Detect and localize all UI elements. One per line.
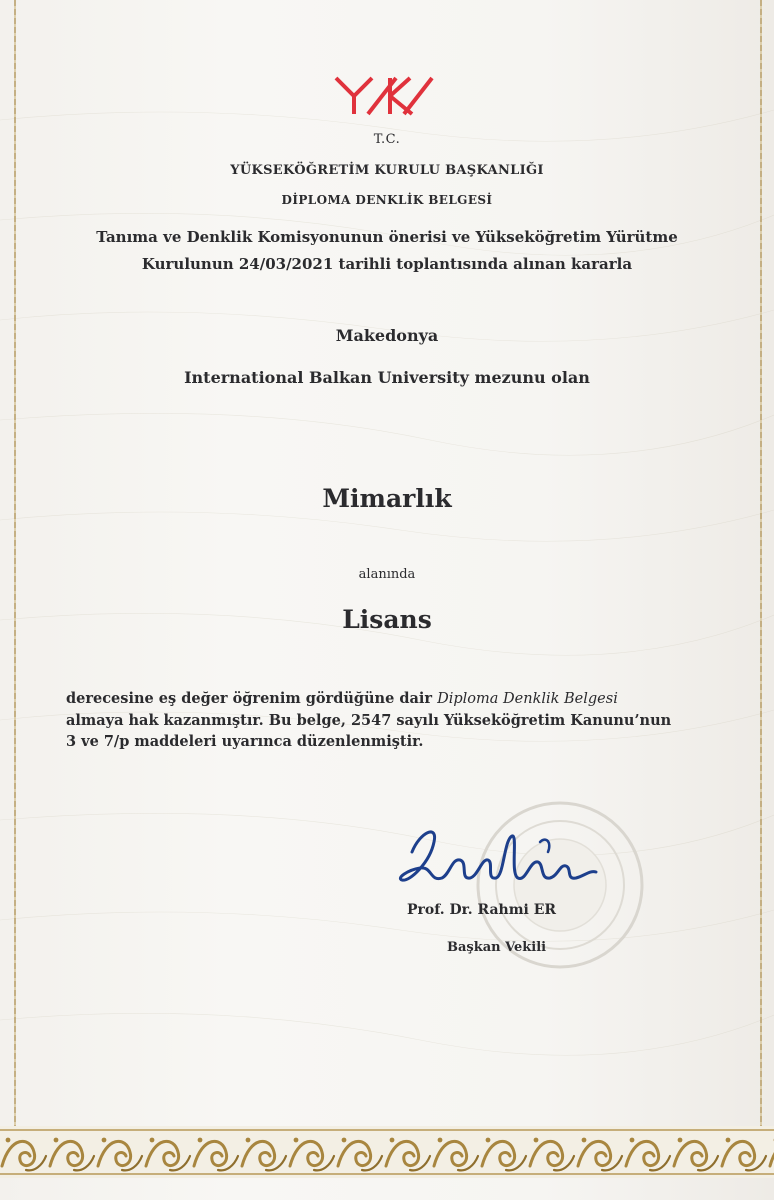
field-name: Mimarlık bbox=[322, 484, 452, 513]
signatory-name: Prof. Dr. Rahmi ER bbox=[407, 902, 557, 918]
institution-heading: YÜKSEKÖĞRETİM KURULU BAŞKANLIĞI bbox=[230, 163, 544, 178]
bottom-ornament-border bbox=[0, 1126, 774, 1178]
intro-line-2: Kurulunun 24/03/2021 tarihli toplantısında alınan kararla bbox=[141, 255, 633, 273]
graduate-university: International Balkan University mezunu olan bbox=[184, 368, 590, 387]
degree-name: Lisans bbox=[342, 605, 432, 634]
intro-line-1: Tanıma ve Denklik Komisyonunun önerisi ve Yükseköğretim Yürütme bbox=[96, 228, 678, 246]
country-heading: T.C. bbox=[373, 132, 401, 147]
certificate-statement bbox=[66, 688, 726, 752]
document-title: DİPLOMA DENKLİK BELGESİ bbox=[281, 193, 493, 207]
statement-document-name: Diploma Denklik Belgesi bbox=[437, 691, 618, 707]
field-suffix: alanında bbox=[358, 567, 416, 582]
statement-line-3: 3 ve 7/p maddeleri uyarınca düzenlenmiştir. bbox=[66, 733, 424, 750]
statement-line-2: almaya hak kazanmıştır. Bu belge, 2547 sayılı Yükseköğretim Kanunu’nun bbox=[66, 712, 672, 729]
statement-line-1-text: derecesine eş değer öğrenim gördüğüne dair bbox=[66, 690, 438, 707]
signatory-title: Başkan Vekili bbox=[447, 940, 547, 955]
graduate-country: Makedonya bbox=[335, 326, 439, 345]
handwritten-signature bbox=[390, 812, 610, 902]
statement-line-1 bbox=[66, 688, 726, 710]
yok-logo-icon bbox=[332, 74, 438, 116]
